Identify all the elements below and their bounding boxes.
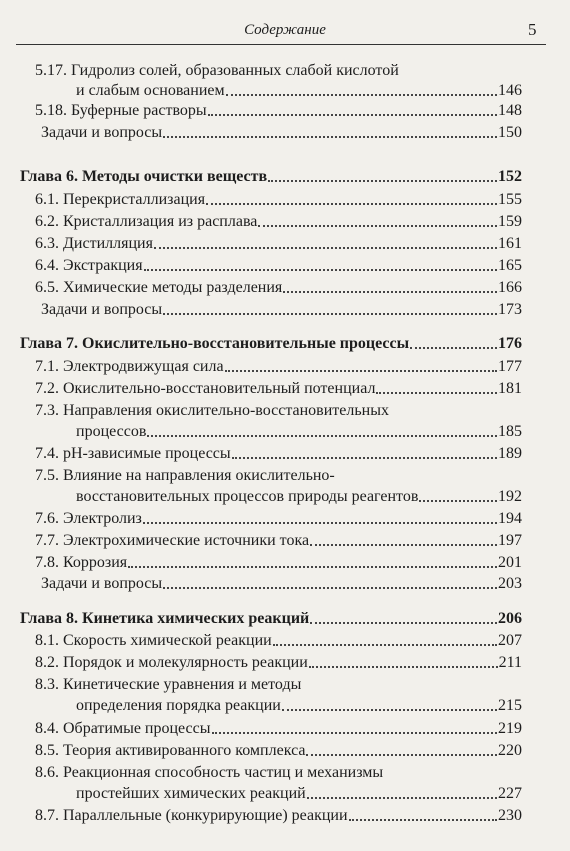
- dot-leader: [258, 225, 497, 227]
- toc-entry-text: 6.1. Перекристаллизация: [35, 191, 206, 208]
- toc-entry-text: 7.6. Электролиз: [35, 510, 142, 527]
- toc-page-number: 203: [498, 575, 522, 592]
- dot-leader: [128, 566, 497, 568]
- toc-entry: [35, 100, 522, 121]
- dot-leader: [376, 392, 497, 394]
- dot-leader: [212, 732, 498, 734]
- toc-entry-text: процессов: [76, 423, 147, 440]
- dot-leader: [410, 347, 497, 349]
- toc-page-number: 194: [498, 510, 522, 527]
- toc-page-number: 201: [498, 554, 522, 571]
- toc-page-number: 176: [498, 335, 522, 352]
- toc-page-number: 148: [498, 102, 522, 119]
- toc-entry: [76, 486, 522, 507]
- dot-leader: [163, 313, 497, 315]
- toc-chapter-entry: [20, 333, 522, 354]
- toc-entry-text: 6.4. Экстракция: [35, 257, 143, 274]
- toc-page-number: 192: [498, 488, 522, 505]
- toc-page-number: 185: [498, 423, 522, 440]
- toc-entry: [35, 189, 522, 210]
- toc-entry: [35, 652, 522, 673]
- toc-entry-text: 7.5. Влияние на направления окислительно-: [35, 467, 335, 484]
- toc-entry: [76, 421, 522, 442]
- toc-page-number: 161: [498, 235, 522, 252]
- toc-entry-text: 5.17. Гидролиз солей, образованных слабой кислотой: [35, 62, 399, 79]
- toc-entry-text: 8.2. Порядок и молекулярность реакции: [35, 654, 308, 671]
- toc-entry: [76, 80, 522, 101]
- dot-leader: [226, 94, 497, 96]
- toc-entry-text: 6.3. Дистилляция: [35, 235, 153, 252]
- toc-page-number: 177: [498, 358, 522, 375]
- toc-entry-text: Задачи и вопросы: [41, 575, 163, 592]
- toc-entry-text: 7.4. рН-зависимые процессы: [35, 445, 231, 462]
- toc-entry: [35, 233, 522, 254]
- dot-leader: [282, 709, 497, 711]
- toc-chapter-entry: [20, 166, 522, 187]
- toc-page-number: 152: [498, 168, 522, 185]
- toc-entry-text: Глава 7. Окислительно-восстановительные процессы: [20, 335, 410, 352]
- dot-leader: [163, 587, 497, 589]
- toc-entry-text: простейших химических реакций: [76, 785, 306, 802]
- toc-entry: [35, 508, 522, 529]
- dot-leader: [268, 180, 497, 182]
- toc-entry: [41, 299, 522, 320]
- toc-entry-text: и слабым основанием: [76, 82, 225, 99]
- toc-entry: [35, 718, 522, 739]
- toc-entry-text: Глава 6. Методы очистки веществ: [20, 168, 268, 185]
- header-rule: [16, 44, 546, 45]
- toc-entry-text: 6.2. Кристаллизация из расплава: [35, 213, 258, 230]
- dot-leader: [273, 644, 497, 646]
- dot-leader: [419, 500, 497, 502]
- dot-leader: [310, 622, 497, 624]
- dot-leader: [307, 797, 497, 799]
- toc-chapter-entry: [20, 608, 522, 629]
- dot-leader: [206, 203, 497, 205]
- toc-entry: [41, 573, 522, 594]
- running-header-title: Содержание: [244, 22, 326, 38]
- toc-entry: [35, 530, 522, 551]
- toc-page-number: 173: [498, 301, 522, 318]
- toc-page-number: 206: [498, 610, 522, 627]
- toc-entry-text: восстановительных процессов природы реагентов: [76, 488, 419, 505]
- toc-page-number: 220: [498, 742, 522, 759]
- toc-entry: [76, 695, 522, 716]
- toc-entry-text: Задачи и вопросы: [41, 124, 163, 141]
- toc-entry: [35, 356, 522, 377]
- toc-entry-text: 6.5. Химические методы разделения: [35, 279, 283, 296]
- toc-entry: [35, 740, 522, 761]
- toc-page-number: 207: [498, 632, 522, 649]
- toc-entry-text: Глава 8. Кинетика химических реакций: [20, 610, 310, 627]
- toc-entry: [35, 630, 522, 651]
- dot-leader: [147, 435, 497, 437]
- dot-leader: [310, 544, 497, 546]
- toc-page-number: 150: [498, 124, 522, 141]
- dot-leader: [163, 136, 497, 138]
- toc-page-number: 197: [498, 532, 522, 549]
- toc-entry-text: 8.5. Теория активированного комплекса: [35, 742, 306, 759]
- dot-leader: [232, 457, 497, 459]
- dot-leader: [225, 370, 497, 372]
- toc-entry: [35, 443, 522, 464]
- toc-page-number: 189: [498, 445, 522, 462]
- toc-entry-text: 8.4. Обратимые процессы: [35, 720, 211, 737]
- toc-entry-text: определения порядка реакции: [76, 697, 281, 714]
- toc-page-number: 165: [498, 257, 522, 274]
- toc-entry-text: 8.3. Кинетические уравнения и методы: [35, 676, 302, 693]
- toc-entry: [35, 805, 522, 826]
- dot-leader: [144, 269, 497, 271]
- toc-page-number: 181: [498, 380, 522, 397]
- toc-entry: [35, 255, 522, 276]
- dot-leader: [283, 291, 497, 293]
- toc-entry-text: 8.7. Параллельные (конкурирующие) реакции: [35, 807, 348, 824]
- toc-entry: [35, 211, 522, 232]
- page-number: 5: [528, 20, 537, 39]
- toc-entry-text: 7.2. Окислительно-восстановительный потенциал: [35, 380, 376, 397]
- dot-leader: [208, 114, 497, 116]
- toc-page-number: 211: [498, 654, 522, 671]
- dot-leader: [349, 819, 497, 821]
- toc-page-number: 215: [498, 697, 522, 714]
- toc-page-number: 166: [498, 279, 522, 296]
- toc-entry: [35, 552, 522, 573]
- dot-leader: [143, 522, 497, 524]
- dot-leader: [309, 666, 498, 668]
- toc-entry-text: Задачи и вопросы: [41, 301, 163, 318]
- toc-entry: [41, 122, 522, 143]
- toc-entry-text: 7.3. Направления окислительно-восстановительных: [35, 402, 389, 419]
- toc-entry-text: 5.18. Буферные растворы: [35, 102, 207, 119]
- toc-page-number: 230: [498, 807, 522, 824]
- toc-page-number: 146: [498, 82, 522, 99]
- toc-page-number: 159: [498, 213, 522, 230]
- toc-page-number: 227: [498, 785, 522, 802]
- toc-entry-text: 8.6. Реакционная способность частиц и механизмы: [35, 764, 384, 781]
- toc-page-number: 219: [498, 720, 522, 737]
- toc-entry: [35, 277, 522, 298]
- toc-page-number: 155: [498, 191, 522, 208]
- toc-entry-text: 7.7. Электрохимические источники тока: [35, 532, 310, 549]
- toc-entry-text: 7.1. Электродвижущая сила: [35, 358, 224, 375]
- dot-leader: [306, 754, 497, 756]
- dot-leader: [154, 247, 497, 249]
- toc-entry-text: 7.8. Коррозия: [35, 554, 128, 571]
- toc-entry: [35, 378, 522, 399]
- toc-entry-text: 8.1. Скорость химической реакции: [35, 632, 272, 649]
- toc-entry: [76, 783, 522, 804]
